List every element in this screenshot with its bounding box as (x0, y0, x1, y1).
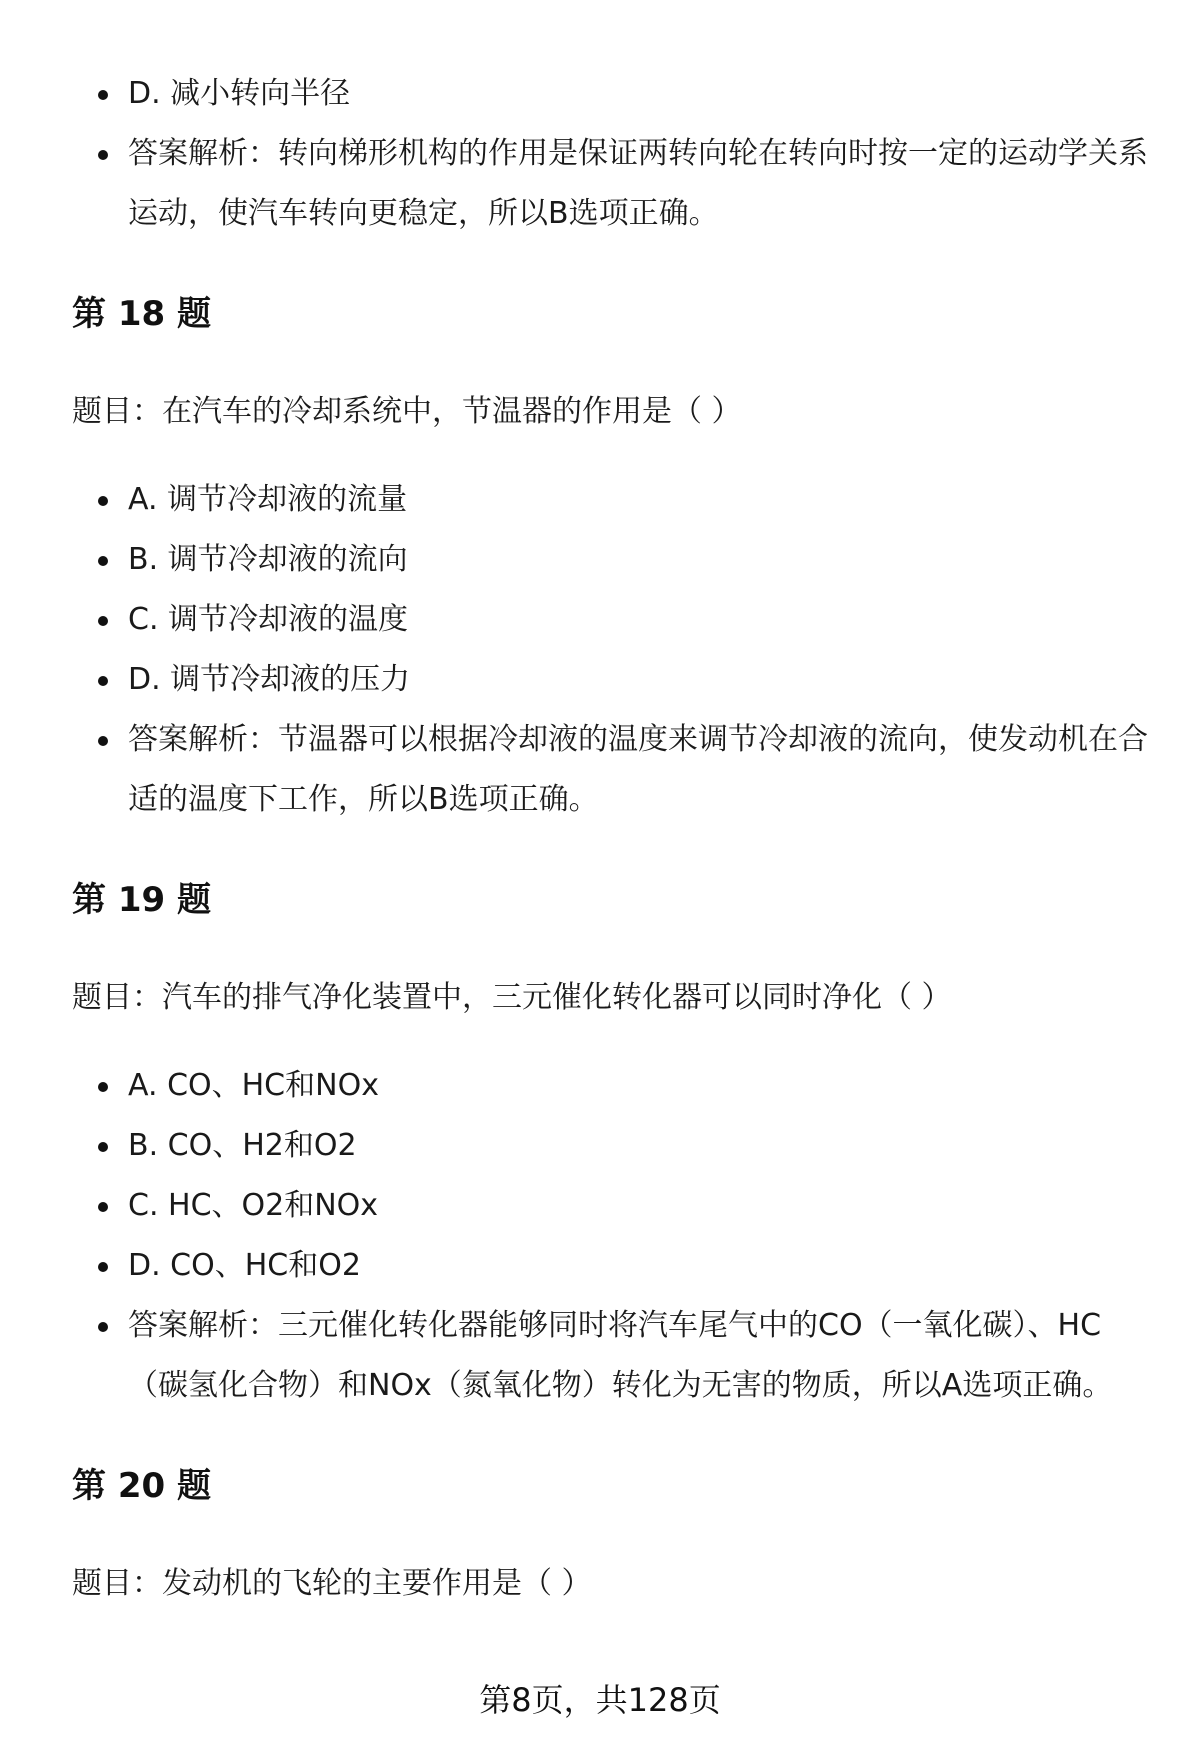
answer-explanation: 答案解析：三元催化转化器能够同时将汽车尾气中的CO（一氧化碳）、HC（碳氢化合物）和NOx（氮氧化物）转化为无害的物质，所以A选项正确。 (72, 1296, 1152, 1416)
option-d: D. 减小转向半径 (72, 64, 1152, 124)
option-d: D. 调节冷却液的压力 (72, 650, 1152, 710)
option-b: B. 调节冷却液的流向 (72, 530, 1152, 590)
option-list (72, 64, 1152, 244)
option-d: D. CO、HC和O2 (72, 1236, 1152, 1296)
question-20 (72, 1464, 1152, 1508)
page-number: 第8页，共128页 (479, 1681, 721, 1719)
option-list (72, 1056, 1152, 1416)
question-title: 第 19 题 (72, 880, 211, 920)
question-17-tail (72, 64, 1152, 244)
question-text: 题目：发动机的飞轮的主要作用是（ ） (72, 1566, 592, 1601)
question-19-text-block (72, 976, 1152, 1020)
question-19 (72, 878, 1152, 922)
option-b: B. CO、H2和O2 (72, 1116, 1152, 1176)
option-a: A. CO、HC和NOx (72, 1056, 1152, 1116)
question-text: 题目：汽车的排气净化装置中，三元催化转化器可以同时净化（ ） (72, 980, 952, 1015)
answer-explanation: 答案解析：节温器可以根据冷却液的温度来调节冷却液的流向，使发动机在合适的温度下工作，所以B选项正确。 (72, 710, 1152, 830)
question-20-text-block (72, 1562, 1152, 1606)
question-title: 第 18 题 (72, 294, 211, 334)
question-18 (72, 292, 1152, 336)
answer-explanation: 答案解析：转向梯形机构的作用是保证两转向轮在转向时按一定的运动学关系运动，使汽车转向更稳定，所以B选项正确。 (72, 124, 1152, 244)
question-text: 题目：在汽车的冷却系统中，节温器的作用是（ ） (72, 394, 742, 429)
question-19-options (72, 1056, 1152, 1416)
option-c: C. 调节冷却液的温度 (72, 590, 1152, 650)
option-c: C. HC、O2和NOx (72, 1176, 1152, 1236)
option-a: A. 调节冷却液的流量 (72, 470, 1152, 530)
question-title: 第 20 题 (72, 1466, 211, 1506)
question-18-text-block (72, 390, 1152, 434)
question-18-options (72, 470, 1152, 830)
option-list (72, 470, 1152, 830)
